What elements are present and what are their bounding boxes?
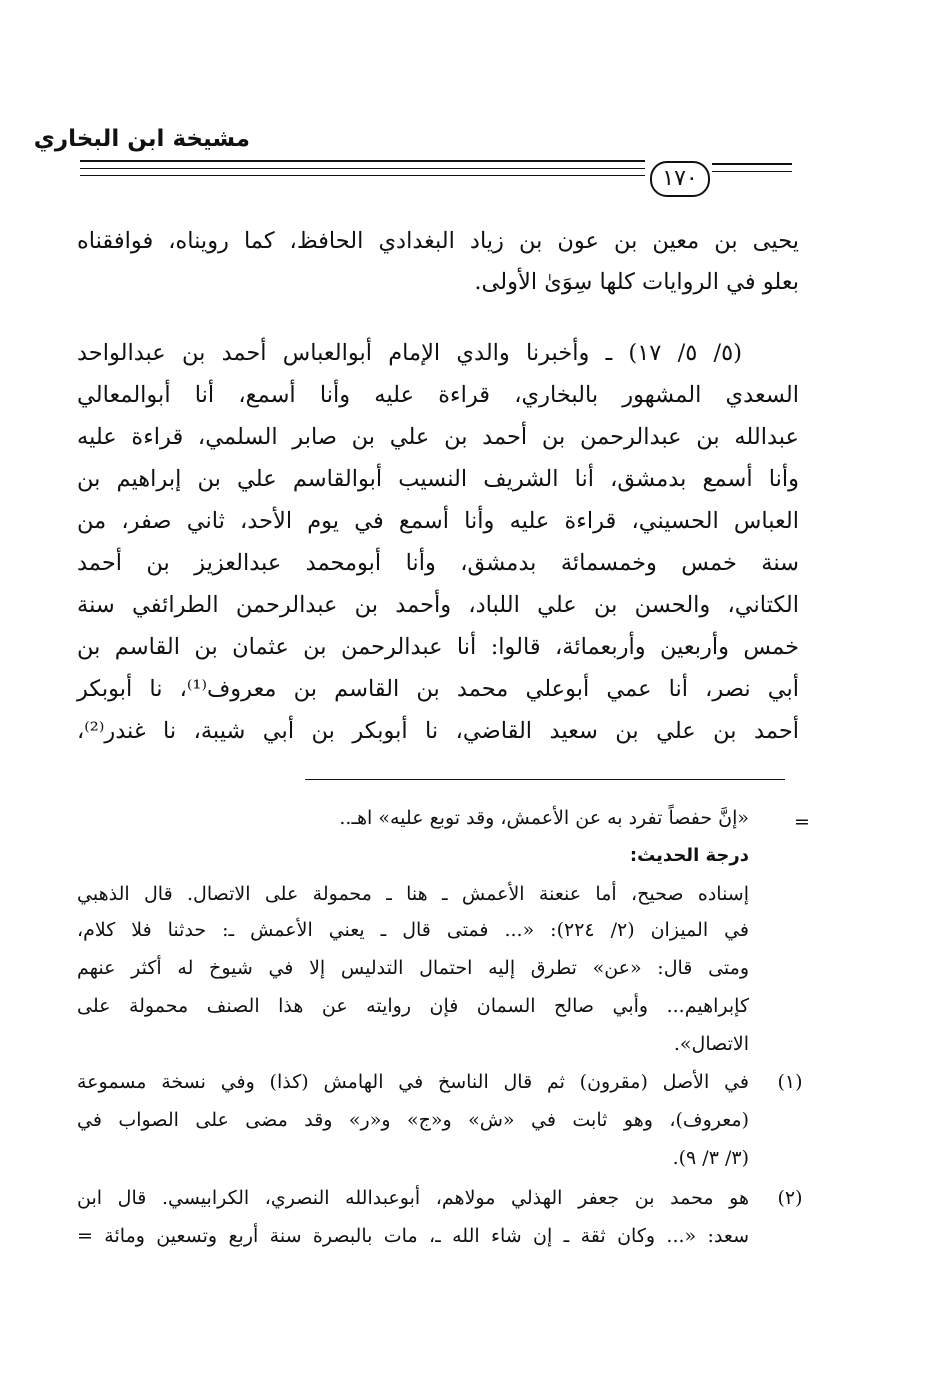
- footnote-line: الاتصال».: [673, 1033, 749, 1055]
- body-line: أبي نصر، أنا عمي أبوعلي محمد بن القاسم بن معروف⁽¹⁾، نا أبوبكر: [77, 676, 799, 702]
- body-line: عبدالله بن عبدالرحمن بن أحمد بن علي بن صابر السلمي، قراءة عليه: [77, 424, 799, 450]
- body-line: السعدي المشهور بالبخاري، قراءة عليه وأنا أسمع، أنا أبوالمعالي: [77, 382, 799, 408]
- footnote-2-line: سعد: «... وكان ثقة ـ إن شاء الله ـ، مات بالبصرة سنة أربع وتسعين ومائة =: [77, 1225, 749, 1247]
- footnote-line: إسناده صحيح، أما عنعنة الأعمش ـ هنا ـ محمولة على الاتصال. قال الذهبي: [77, 883, 749, 905]
- header-rule-bottom-left: [80, 175, 645, 176]
- footnote-line: في الميزان (٢/ ٢٢٤): «... فمتى قال ـ يعني الأعمش ـ: حدثنا فلا كلام،: [77, 919, 749, 941]
- body-line: العباس الحسيني، قراءة عليه وأنا أسمع في يوم الأحد، ثاني صفر، من: [77, 508, 799, 534]
- continuation-marker: =: [794, 811, 810, 833]
- footnote-2-line: هو محمد بن جعفر الهذلي مولاهم، أبوعبدالله النصري، الكرابيسي. قال ابن: [77, 1187, 749, 1209]
- footnote-subheading: درجة الحديث:: [629, 845, 749, 866]
- footnote-line: ومتى قال: «عن» تطرق إليه احتمال التدليس إلا في شيوخ له أكثر عنهم: [77, 957, 749, 979]
- footnote-1-line: (٣/ ٣/ ٩).: [672, 1147, 749, 1169]
- footnote-2-marker: (٢): [777, 1187, 803, 1209]
- header-rule-middle-left: [80, 168, 645, 169]
- body-line: أحمد بن علي بن سعيد القاضي، نا أبوبكر بن أبي شيبة، نا غندر⁽²⁾،: [77, 718, 799, 744]
- body-line: بعلو في الروايات كلها سِوَىٰ الأولى.: [474, 269, 799, 295]
- footnote-1-line: في الأصل (مقرون) ثم قال الناسخ في الهامش (كذا) وفي نسخة مسموعة: [77, 1071, 749, 1093]
- page-number: ١٧٠: [650, 161, 710, 197]
- footnote-line: كإبراهيم... وأبي صالح السمان فإن روايته عن هذا الصنف محمولة على: [77, 995, 749, 1017]
- header-rule-top-left: [80, 160, 645, 162]
- body-line: سنة خمس وخمسمائة بدمشق، وأنا أبومحمد عبدالعزيز بن أحمد: [77, 550, 799, 576]
- header-rule-top-right: [712, 163, 792, 165]
- body-line: الكتاني، والحسن بن علي اللباد، وأحمد بن عبدالرحمن الطرائفي سنة: [77, 592, 799, 618]
- footnote-1-marker: (١): [777, 1071, 803, 1093]
- footnote-separator: [305, 779, 785, 780]
- body-line: (٥/ ٥/ ١٧) ـ وأخبرنا والدي الإمام أبوالعباس أحمد بن عبدالواحد: [77, 340, 743, 366]
- body-line: وأنا أسمع بدمشق، أنا الشريف النسيب أبوالقاسم علي بن إبراهيم بن: [77, 466, 799, 492]
- running-title: مشيخة ابن البخاري: [33, 126, 250, 152]
- footnote-line: «إنَّ حفصاً تفرد به عن الأعمش، وقد توبع عليه» اهـ..: [339, 807, 749, 829]
- body-line: خمس وأربعين وأربعمائة، قالوا: أنا عبدالرحمن بن عثمان بن القاسم بن: [77, 634, 799, 660]
- header-rule-bottom-right: [712, 171, 792, 172]
- footnote-1-line: (معروف)، وهو ثابت في «ش» و«ج» و«ر» وقد مضى على الصواب في: [77, 1109, 749, 1131]
- body-line: يحيى بن معين بن عون بن زياد البغدادي الحافظ، كما رويناه، فوافقناه: [77, 228, 799, 254]
